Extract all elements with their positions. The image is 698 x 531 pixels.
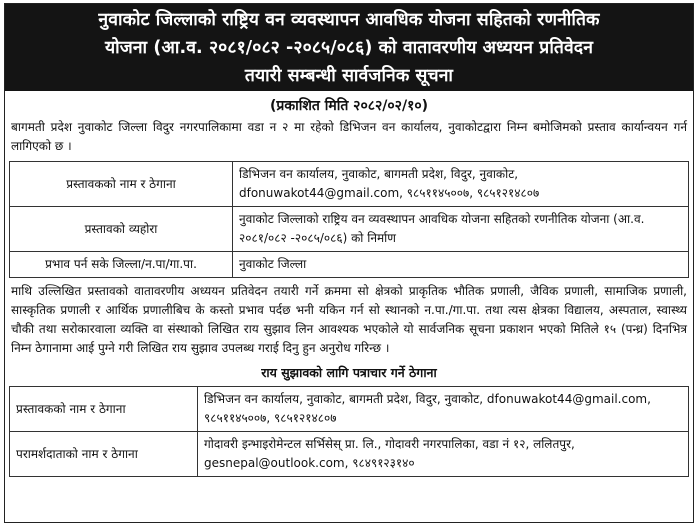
table-row <box>10 432 689 477</box>
table-row <box>10 387 689 432</box>
consultant-label: परामर्शदाताको नाम र ठेगाना <box>10 432 198 477</box>
published-date: (प्रकाशित मिति २०८२/०२/१०) <box>269 98 429 114</box>
proposal-description-value: नुवाकोट जिल्लाको राष्ट्रिय वन व्यवस्थापन आवधिक योजना सहितको रणनीतिक योजना (आ.व. २०८१/०८२ -२०८५/०८६) को निर्माण <box>233 207 689 252</box>
contact-address-table <box>9 386 689 477</box>
notice-title-banner <box>5 4 693 91</box>
consultant-value: गोदावरी इन्भाइरोमेन्टल सर्भिसेस् प्रा. लि., गोदावरी नगरपालिका, वडा नं १२, ललितपुर, gesnepal@outlook.com, ९८४९१२३१४० <box>198 432 689 477</box>
contact-proposer-label: प्रस्तावकको नाम र ठेगाना <box>10 387 198 432</box>
body-paragraph: माथि उल्लिखित प्रस्तावको वातावरणीय अध्ययन प्रतिवेदन तयारी गर्ने क्रममा सो क्षेत्रको प्राकृतिक भौतिक प्रणाली, जैविक प्रणाली, सामाजिक प्रणाली, सास्कृतिक प्रणाली र आर्थिक प्रणालीबिच के कस्तो प्रभाव पर्दछ भनी यकिन गर्न सो स्थानको न.पा./गा.पा. तथा त्यस क्षेत्रका विद्यालय, अस्पताल, स्वास्थ्य चौकी तथा सरोकारवाला व्यक्ति वा संस्थाको लिखित राय सुझाव लिन आवश्यक भएकोले यो सार्वजनिक सूचना प्रकाशन भएको मितिले १५ (पन्ध्र) दिनभित्र निम्न ठेगानामा आई पुग्ने गरी लिखित राय सुझाव उपलब्ध गराई दिनु हुन अनुरोध गरिन्छ । <box>11 284 687 355</box>
affected-area-value: नुवाकोट जिल्ला <box>233 252 689 278</box>
proposer-value: डिभिजन वन कार्यालय, नुवाकोट, बागमती प्रदेश, विदुर, नुवाकोट, dfonuwakot44@gmail.com, ९८५११४५००७, ९८५१२१४८०७ <box>233 162 689 207</box>
table-row <box>10 252 689 278</box>
contact-proposer-value: डिभिजन वन कार्यालय, नुवाकोट, बागमती प्रदेश, विदुर, नुवाकोट, dfonuwakot44@gmail.com, ९८५११४५००७, ९८५१२१४८०७ <box>198 387 689 432</box>
notice-title-line-3: तयारी सम्बन्धी सार्वजनिक सूचना <box>244 66 454 86</box>
public-notice <box>4 3 694 523</box>
proposal-description-label: प्रस्तावको व्यहोरा <box>10 207 233 252</box>
notice-title-line-2: योजना (आ.व. २०८१/०८२ -२०८५/०८६) को वातावरणीय अध्ययन प्रतिवेदन <box>104 38 594 58</box>
notice-title-line-1: नुवाकोट जिल्लाको राष्ट्रिय वन व्यवस्थापन आवधिक योजना सहितको रणनीतिक <box>98 10 600 30</box>
table-row <box>10 162 689 207</box>
proposal-details-table <box>9 161 689 278</box>
contact-heading: राय सुझावको लागि पत्राचार गर्ने ठेगाना <box>261 365 437 380</box>
intro-paragraph: बागमती प्रदेश नुवाकोट जिल्ला विदुर नगरपालिकामा वडा न २ मा रहेको डिभिजन वन कार्यालय, नुवाकोटद्वारा निम्न बमोजिमको प्रस्ताव कार्यान्वयन गर्न लागिएको छ । <box>11 120 687 153</box>
table-row <box>10 207 689 252</box>
affected-area-label: प्रभाव पर्न सके जिल्ला/न.पा/गा.पा. <box>10 252 233 278</box>
proposer-label: प्रस्तावकको नाम र ठेगाना <box>10 162 233 207</box>
